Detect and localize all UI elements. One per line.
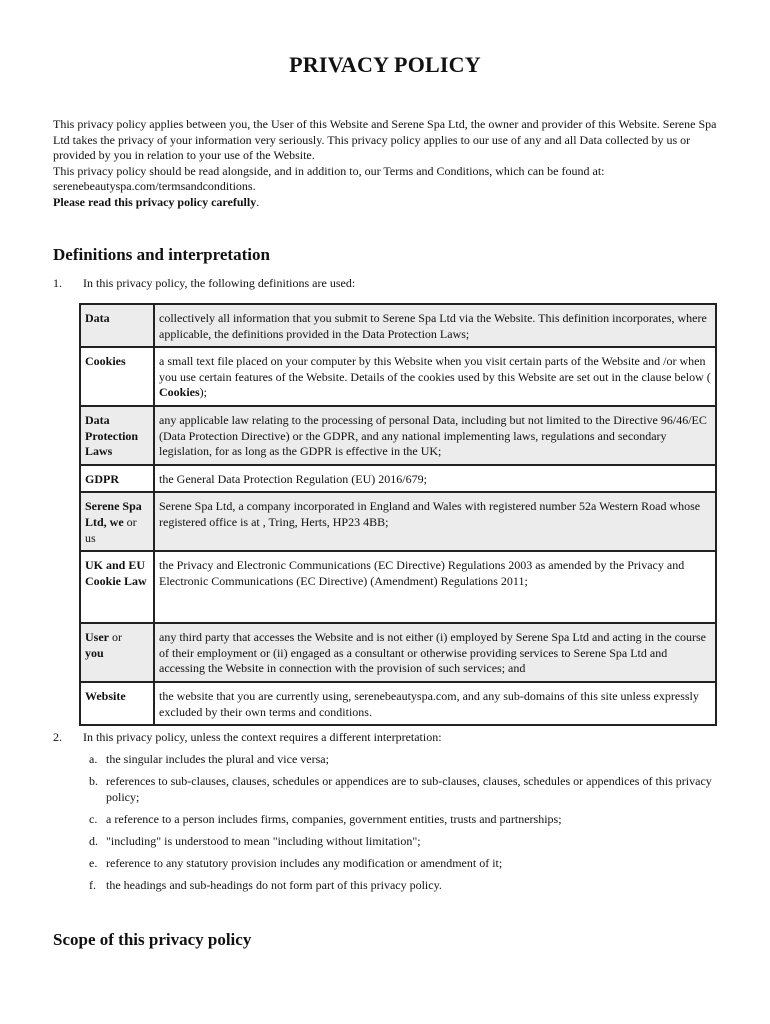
clause-2 [53, 730, 442, 745]
section-heading-scope: Scope of this privacy policy [53, 930, 252, 949]
page-title: PRIVACY POLICY [289, 52, 481, 77]
definitions-table [79, 303, 717, 726]
clause-1-text: In this privacy policy, the following definitions are used: [83, 276, 356, 290]
definition-text: Serene Spa Ltd, a company incorporated in England and Wales with registered number 52a Western Road whose registered office is at , Tring, Herts, HP23 4BB; [154, 492, 716, 551]
definition-row [80, 492, 716, 551]
definition-row [80, 304, 716, 347]
list-item-label: f. [89, 878, 96, 893]
read-carefully-end: . [256, 194, 260, 209]
definition-row [80, 682, 716, 725]
list-item [89, 774, 717, 805]
list-item-label: c. [89, 811, 98, 826]
list-item-label: d. [89, 833, 98, 848]
clause-1 [53, 276, 355, 291]
list-item-text: the singular includes the plural and vice versa; [106, 752, 329, 766]
definition-row [80, 623, 716, 682]
list-item [89, 812, 717, 828]
list-item-text: "including" is understood to mean "including without limitation"; [106, 833, 421, 848]
definition-text [154, 347, 716, 406]
definition-term [80, 492, 154, 551]
definition-term: Website [80, 682, 154, 725]
clause-2-number: 2. [53, 730, 62, 744]
intro-emphasis-line [53, 195, 718, 211]
interpretation-list [89, 752, 717, 900]
definition-text-main: a small text file placed on your computer by this Website when you visit certain parts of the Website and /or when you use certain features of the Website. Details of the cookies used by this Website are set out in the clause below ( [159, 354, 711, 384]
definition-term: Data [80, 304, 154, 347]
definition-row [80, 465, 716, 493]
list-item-text: the headings and sub-headings do not form part of this privacy policy. [106, 878, 442, 893]
list-item [89, 834, 717, 850]
definition-term-suffix: or us [85, 514, 137, 545]
definition-term [80, 623, 154, 682]
intro-paragraph-2: This privacy policy should be read alongside, and in addition to, our Terms and Conditions, which can be found at: [53, 163, 605, 178]
clause-1-number: 1. [53, 276, 62, 290]
definition-row [80, 406, 716, 465]
list-item-text: reference to any statutory provision includes any modification or amendment of it; [106, 855, 503, 870]
list-item [89, 856, 717, 872]
definition-term: Data Protection Laws [80, 406, 154, 465]
list-item-label: a. [89, 752, 98, 766]
definition-term: GDPR [80, 465, 154, 493]
list-item-label: b. [89, 774, 98, 789]
definition-text-bold: Cookies [159, 385, 200, 400]
list-item [89, 752, 717, 768]
list-item [89, 878, 717, 894]
intro-block [53, 117, 718, 211]
definition-term: UK and EU Cookie Law [80, 551, 154, 623]
definition-text: the website that you are currently using, serenebeautyspa.com, and any sub-domains of this site unless expressly excluded by their own terms and conditions. [154, 682, 716, 725]
definition-row [80, 347, 716, 406]
terms-url: serenebeautyspa.com/termsandconditions. [53, 179, 256, 194]
definition-term-suffix: or [109, 630, 122, 645]
definition-text-end: ); [199, 385, 208, 400]
list-item-label: e. [89, 855, 98, 870]
clause-2-text: In this privacy policy, unless the context requires a different interpretation: [83, 730, 442, 744]
definition-text: collectively all information that you submit to Serene Spa Ltd via the Website. This definition incorporates, where applicable, the definitions provided in the Data Protection Laws; [154, 304, 716, 347]
intro-paragraph-1: This privacy policy applies between you, the User of this Website and Serene Spa Ltd, the owner and provider of this Website. Serene Spa Ltd takes the privacy of your information very seriously. This privacy policy applies to our use of any and all Data collected by us or provided by you in relation to your use of the Website. [53, 117, 717, 163]
definition-term-bold: User [85, 630, 109, 645]
definition-term: Cookies [80, 347, 154, 406]
definition-text: any applicable law relating to the processing of personal Data, including but not limited to the Directive 96/46/EC (Data Protection Directive) or the GDPR, and any national implementing laws, regulations and secondary legislation, for as long as the GDPR is effective in the UK; [154, 406, 716, 465]
definition-term-bold: Serene Spa Ltd, we [85, 499, 142, 529]
definition-row [80, 551, 716, 623]
definition-text: the General Data Protection Regulation (EU) 2016/679; [154, 465, 716, 493]
list-item-text: references to sub-clauses, clauses, schedules or appendices are to sub-clauses, clauses, schedules or appendices of this privacy policy; [106, 774, 712, 804]
definition-text: any third party that accesses the Website and is not either (i) employed by Serene Spa Ltd and acting in the course of their employment or (ii) engaged as a consultant or otherwise providing services to Serene Spa Ltd and accessing the Website in connection with the provision of such services; and [154, 623, 716, 682]
read-carefully-text: Please read this privacy policy carefully [53, 194, 257, 209]
list-item-text: a reference to a person includes firms, companies, government entities, trusts and partnerships; [106, 811, 562, 826]
section-heading-definitions: Definitions and interpretation [53, 245, 270, 264]
definition-term-line2: you [85, 645, 104, 660]
definition-text: the Privacy and Electronic Communications (EC Directive) Regulations 2003 as amended by the Privacy and Electronic Communications (EC Directive) (Amendment) Regulations 2011; [154, 551, 716, 623]
